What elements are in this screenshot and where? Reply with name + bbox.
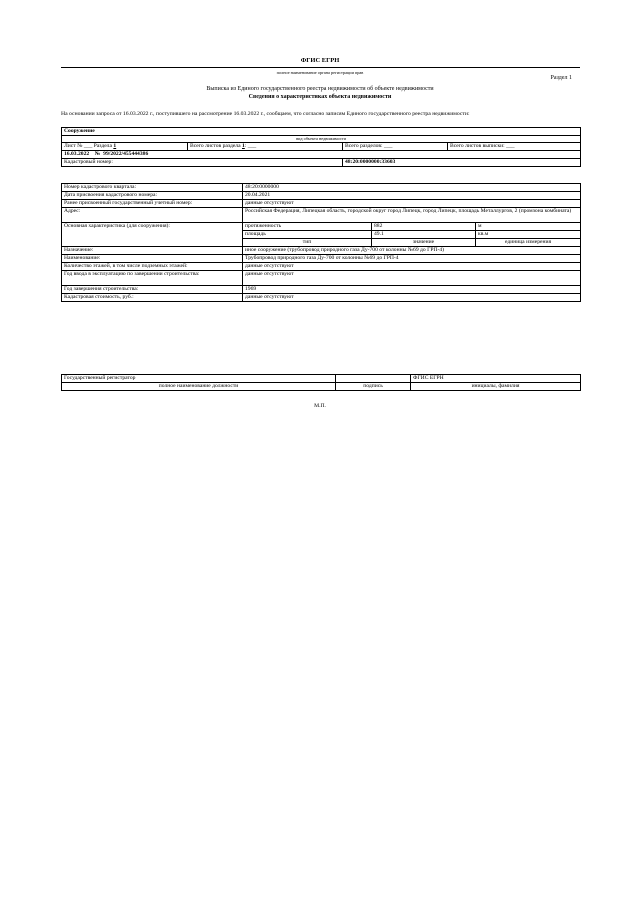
object-header-table bbox=[61, 127, 581, 167]
row-label: Номер кадастрового квартала: bbox=[62, 184, 243, 192]
name-caption: инициалы, фамилия bbox=[411, 383, 581, 391]
sheet-label: Лист № bbox=[64, 143, 83, 149]
row-value: иное сооружение (трубопровод природного газа Ду-700 от колонны №69 до ГРП-4) bbox=[243, 247, 581, 255]
row-value: 20.04.2021 bbox=[243, 192, 581, 200]
sheets-in-razdel-cell bbox=[188, 143, 343, 151]
header-rule bbox=[61, 67, 580, 68]
document-subtitle: Сведения о характеристиках объекта недвижимости bbox=[248, 94, 392, 100]
row-value: 48:20:0000000 bbox=[243, 184, 581, 192]
char-head-value: значение bbox=[372, 239, 476, 247]
char-value: 49.1 bbox=[372, 231, 476, 239]
row-label: Ранее присвоенный государственный учетный номер: bbox=[62, 200, 243, 208]
razdels-total-label: Всего разделов: bbox=[345, 143, 383, 149]
row-value: 1969 bbox=[243, 286, 581, 294]
registrar-org: ФГИС ЕГРН bbox=[411, 375, 581, 383]
registrar-position: Государственный регистратор bbox=[62, 375, 336, 383]
table-row bbox=[62, 208, 581, 223]
sheet-info-row bbox=[62, 143, 581, 151]
table-row bbox=[62, 294, 581, 302]
sheet-value: ___ bbox=[83, 143, 93, 149]
row-value: данные отсутствуют bbox=[243, 200, 581, 208]
row-label: Количество этажей, в том числе подземных этажей: bbox=[62, 263, 243, 271]
char-head-unit: единица измерения bbox=[476, 239, 581, 247]
table-row bbox=[62, 192, 581, 200]
table-row bbox=[62, 286, 581, 294]
sheets-total-value: ___ bbox=[506, 143, 515, 149]
razdel-label: Раздела bbox=[93, 143, 112, 149]
row-label: Год ввода в эксплуатацию по завершении строительства: bbox=[62, 271, 243, 286]
registry-organ-caption: полное наименование органа регистрации прав bbox=[276, 70, 364, 75]
sheets-suffix: : bbox=[244, 143, 247, 149]
extract-date-number: 16.03.2022 № 99/2022/455444386 bbox=[62, 151, 581, 159]
row-value: данные отсутствуют bbox=[243, 263, 581, 271]
table-row bbox=[62, 255, 581, 263]
signature-caption: подпись bbox=[336, 383, 411, 391]
char-head-type: тип bbox=[243, 239, 372, 247]
table-row bbox=[62, 271, 581, 286]
row-label: Адрес: bbox=[62, 208, 243, 223]
row-label: Назначение: bbox=[62, 247, 243, 255]
sheets-in-razdel-blank: ___ bbox=[247, 143, 257, 149]
row-value: Трубопровод природного газа Ду-700 от колонны №69 до ГРП-4 bbox=[243, 255, 581, 263]
sheets-total-label: Всего листов выписки: bbox=[450, 143, 505, 149]
razdels-total-cell bbox=[343, 143, 448, 151]
char-value: 882 bbox=[372, 223, 476, 231]
row-label: Год завершения строительства: bbox=[62, 286, 243, 294]
table-row bbox=[62, 263, 581, 271]
address-value: Российская Федерация, Липецкая область, городской округ город Липецк, город Липецк, площадь Металлургов, 2 (промзона комбината) bbox=[243, 208, 581, 223]
sheets-in-razdel-label: Всего листов раздела bbox=[190, 143, 241, 149]
object-type: Сооружение bbox=[62, 128, 581, 136]
row-label: Основная характеристика (для сооружения): bbox=[62, 223, 243, 247]
characteristics-table bbox=[61, 183, 581, 302]
cadastral-number-value: 48:20:0000000:33603 bbox=[343, 159, 581, 167]
char-unit: кв.м bbox=[476, 231, 581, 239]
registry-organ: ФГИС ЕГРН bbox=[300, 57, 340, 64]
sheets-in-razdel-value: 1 bbox=[242, 143, 245, 149]
position-caption: полное наименование должности bbox=[62, 383, 336, 391]
row-value: данные отсутствуют bbox=[243, 294, 581, 302]
document-title: Выписка из Единого государственного реестра недвижимости об объекте недвижимости bbox=[206, 86, 434, 92]
stamp-place: М.П. bbox=[314, 403, 326, 409]
cadastral-number-label: Кадастровый номер: bbox=[62, 159, 343, 167]
object-type-caption: вид объекта недвижимости bbox=[62, 136, 581, 143]
sheets-total-cell bbox=[448, 143, 581, 151]
row-label: Дата присвоения кадастрового номера: bbox=[62, 192, 243, 200]
basis-text: На основании запроса от 16.03.2022 г., поступившего на рассмотрение 16.03.2022 г., сообщаем, что согласно записям Единого государственного реестра недвижимости: bbox=[61, 111, 470, 117]
row-label: Наименование: bbox=[62, 255, 243, 263]
section-label: Раздел 1 bbox=[550, 75, 572, 81]
row-label: Кадастровая стоимость, руб.: bbox=[62, 294, 243, 302]
sheet-number-cell bbox=[62, 143, 188, 151]
table-row bbox=[62, 200, 581, 208]
signature-table bbox=[61, 374, 581, 391]
char-unit: м bbox=[476, 223, 581, 231]
table-row bbox=[62, 223, 581, 231]
char-type: протяженность bbox=[243, 223, 372, 231]
razdel-value: 1 bbox=[113, 143, 117, 149]
row-value: данные отсутствуют bbox=[243, 271, 581, 286]
signature-field bbox=[336, 375, 411, 383]
char-type: площадь bbox=[243, 231, 372, 239]
razdels-total-value: ___ bbox=[384, 143, 393, 149]
table-row bbox=[62, 184, 581, 192]
table-row bbox=[62, 247, 581, 255]
